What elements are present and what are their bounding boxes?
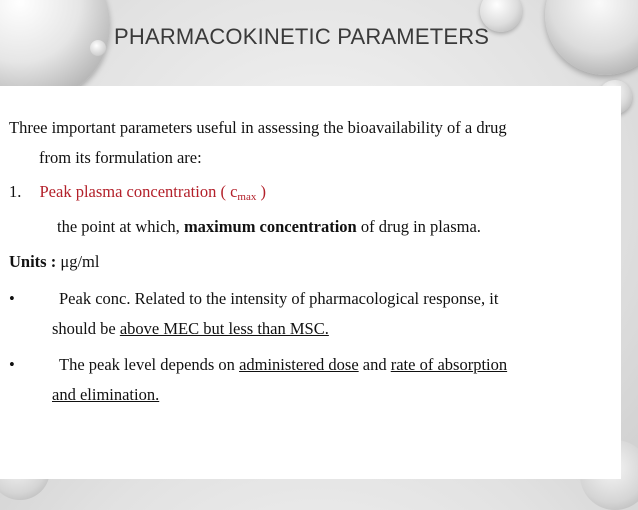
decor-bubble — [90, 40, 106, 56]
intro-line-2: from its formulation are: — [39, 148, 202, 167]
item-1-subscript: max — [237, 191, 257, 203]
bullet-2-underline-3: and elimination. — [52, 385, 160, 404]
item-1-label-start: Peak plasma concentration ( c — [39, 182, 238, 201]
decor-bubble — [545, 0, 638, 75]
bullet-2-marker: • — [9, 355, 15, 374]
bullet-1-marker: • — [9, 289, 15, 308]
bullet-2-line-1 — [59, 355, 507, 375]
bullet-1-underlined: above MEC but less than MSC. — [119, 319, 329, 338]
item-1 — [9, 182, 266, 203]
bullet-1-line-2 — [52, 319, 329, 339]
units-line — [9, 252, 99, 272]
definition-suffix: of drug in plasma. — [356, 217, 481, 236]
slide-title: PHARMACOKINETIC PARAMETERS — [114, 24, 490, 49]
bullet-2-underline-1: administered dose — [239, 355, 359, 374]
definition-prefix: the point at which, — [57, 217, 184, 236]
content-panel — [0, 86, 621, 479]
units-value: μg/ml — [56, 252, 100, 271]
bullet-1-line-1: Peak conc. Related to the intensity of pharmacological response, it — [59, 289, 499, 308]
units-label: Units : — [9, 252, 57, 271]
bullet-2-line-2 — [52, 385, 159, 405]
bullet-2-underline-2: rate of absorption — [390, 355, 508, 374]
bullet-2-prefix: The peak level depends on — [59, 355, 240, 374]
bullet-2-mid: and — [358, 355, 391, 374]
bullet-1-prefix: should be — [52, 319, 120, 338]
item-1-definition — [57, 217, 481, 237]
definition-bold: maximum concentration — [183, 217, 357, 236]
item-1-number: 1. — [9, 182, 22, 201]
item-1-label-end: ) — [256, 182, 266, 201]
intro-line-1: Three important parameters useful in assessing the bioavailability of a drug — [9, 118, 507, 137]
item-1-label — [40, 182, 267, 201]
